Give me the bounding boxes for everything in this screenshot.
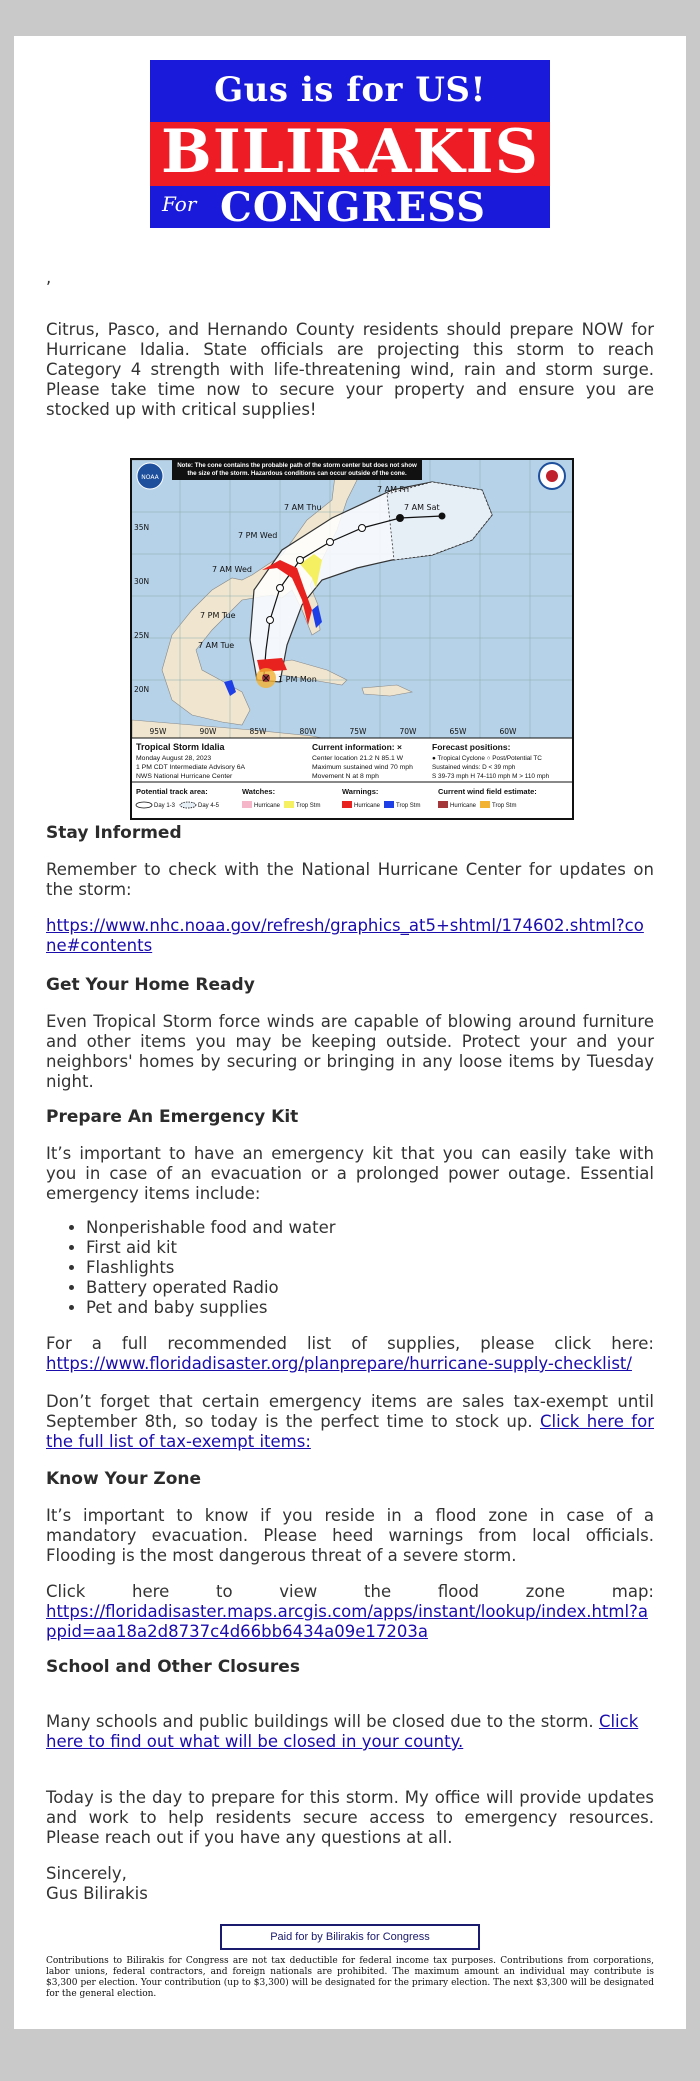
time-label: 7 AM Thu: [284, 503, 322, 512]
closures-heading: School and Other Closures: [46, 1657, 300, 1677]
intro-paragraph: Citrus, Pasco, and Hernando County residents should prepare NOW for Hurricane Idalia. State officials are projecting this storm to reach Category 4 strength with life-threatening wind, rain and storm surge. Please take time now to secure your property and ensure you are stocked up with critical supplies!: [46, 320, 654, 419]
wind-field-heading: Current wind field estimate:: [438, 787, 537, 796]
banner-for: For: [162, 192, 197, 216]
watch-hurricane: Hurricane: [254, 803, 281, 809]
banner-office: CONGRESS: [220, 184, 487, 228]
lon-label: 70W: [399, 727, 417, 736]
forecast-legend-1: ● Tropical Cyclone ○ Post/Potential TC: [432, 755, 542, 762]
home-ready-heading: Get Your Home Ready: [46, 975, 255, 995]
storm-date: Monday August 28, 2023: [136, 755, 212, 762]
nws-logo-center: [546, 470, 558, 482]
swatch-wind-trop: [480, 801, 490, 808]
swatch-day13: [136, 802, 152, 808]
current-position-marker: ×: [260, 671, 272, 685]
salutation: ,: [46, 268, 52, 287]
swatch-hurricane-warning: [342, 801, 352, 808]
closures-paragraph: [46, 1712, 654, 1752]
warn-hurricane: Hurricane: [354, 803, 381, 809]
tax-exempt-text: Don’t forget that certain emergency items are sales tax-exempt until September 8th, so today is the perfect time to stock up.: [46, 1392, 654, 1431]
track-day45: Day 4-5: [198, 803, 220, 809]
flood-zone-map-link[interactable]: https://floridadisaster.maps.arcgis.com/apps/instant/lookup/index.html?appid=aa18a2d8737c4d66bb6434a09e17203a: [46, 1602, 648, 1641]
time-label: 7 AM Tue: [198, 641, 235, 650]
supply-list-paragraph: [46, 1334, 654, 1374]
zone-text: It’s important to know if you reside in a flood zone in case of a mandatory evacuation. Please heed warnings from local officials. Flooding is the most dangerous threat of a severe storm.: [46, 1506, 654, 1565]
lat-label: 25N: [134, 631, 150, 640]
forecast-position-sat: [439, 513, 446, 520]
stay-informed-heading: Stay Informed: [46, 823, 182, 843]
swatch-wind-hurricane: [438, 801, 448, 808]
forecast-heading: Forecast positions:: [432, 742, 511, 752]
emergency-kit-text: It’s important to have an emergency kit that you can easily take with you in case of an evacuation or a prolonged power outage. Essential emergency items include:: [46, 1144, 654, 1203]
max-wind: Maximum sustained wind 70 mph: [312, 764, 413, 771]
lat-label: 20N: [134, 685, 150, 694]
email-card: [14, 36, 686, 2029]
lon-label: 65W: [449, 727, 467, 736]
hurricane-cone-map: [130, 458, 574, 820]
list-item: • Battery operated Radio: [86, 1278, 654, 1298]
time-label: 1 PM Mon: [278, 675, 317, 684]
emergency-kit-heading: Prepare An Emergency Kit: [46, 1107, 299, 1127]
swatch-trop-watch: [284, 801, 294, 808]
list-item: • Nonperishable food and water: [86, 1218, 654, 1238]
lon-label: 80W: [299, 727, 317, 736]
forecast-legend-3: S 39-73 mph H 74-110 mph M > 110 mph: [432, 773, 550, 780]
flood-map-paragraph: [46, 1582, 654, 1642]
tax-exempt-paragraph: [46, 1392, 654, 1452]
time-label: 7 AM Wed: [212, 565, 252, 574]
swatch-hurricane-watch: [242, 801, 252, 808]
zone-heading: Know Your Zone: [46, 1469, 202, 1489]
track-area-heading: Potential track area:: [136, 787, 208, 796]
signature: Gus Bilirakis: [46, 1884, 148, 1903]
wind-trop: Trop Stm: [492, 803, 517, 809]
forecast-legend-2: Sustained winds: D < 39 mph: [432, 764, 516, 771]
nhc-link-paragraph: [46, 916, 654, 956]
storm-source: NWS National Hurricane Center: [136, 773, 233, 780]
list-item: • Pet and baby supplies: [86, 1298, 654, 1318]
warnings-heading: Warnings:: [342, 787, 379, 796]
time-label: 7 AM Sat: [404, 503, 440, 512]
storm-name: Tropical Storm Idalia: [136, 742, 225, 752]
watch-trop: Trop Stm: [296, 803, 321, 809]
time-label: 7 PM Tue: [200, 611, 236, 620]
lon-label: 75W: [349, 727, 367, 736]
supply-list-text: For a full recommended list of supplies, please click here:: [46, 1334, 654, 1353]
closing-paragraph: Today is the day to prepare for this storm. My office will provide updates and work to help residents secure access to emergency resources. Please reach out if you have any questions at all.: [46, 1788, 654, 1847]
map-note: Note: The cone contains the probable path of the storm center but does not show the size of the storm. Hazardous conditions can occur outside of the cone.: [177, 462, 417, 477]
nhc-link[interactable]: https://www.nhc.noaa.gov/refresh/graphics_at5+shtml/174602.shtml?cone#contents: [46, 916, 644, 955]
stay-informed-text: Remember to check with the National Hurricane Center for updates on the storm:: [46, 860, 654, 899]
flood-map-text: Click here to view the flood zone map:: [46, 1582, 654, 1601]
lon-label: 60W: [499, 727, 517, 736]
lat-label: 30N: [134, 577, 150, 586]
track-day13: Day 1-3: [154, 803, 176, 809]
wind-hurricane: Hurricane: [450, 803, 477, 809]
closures-text: Many schools and public buildings will be closed due to the storm.: [46, 1712, 594, 1731]
list-item: • First aid kit: [86, 1238, 654, 1258]
home-ready-text: Even Tropical Storm force winds are capable of blowing around furniture and other items you may be keeping outside. Protect your and your neighbors' homes by securing or bringing in any loose items by Tuesday night.: [46, 1012, 654, 1091]
forecast-position-fri: [397, 515, 404, 522]
lon-label: 85W: [249, 727, 267, 736]
swatch-day45: [180, 802, 196, 808]
lon-label: 90W: [199, 727, 217, 736]
storm-advisory: 1 PM CDT Intermediate Advisory 6A: [136, 764, 246, 771]
banner-name: BILIRAKIS: [161, 117, 539, 187]
supply-checklist-link[interactable]: https://www.floridadisaster.org/planprepare/hurricane-supply-checklist/: [46, 1354, 632, 1373]
time-label: 7 AM Fri: [377, 485, 410, 494]
tax-exempt-link[interactable]: Click here for the full list of tax-exempt items:: [46, 1412, 654, 1451]
movement: Movement N at 8 mph: [312, 773, 379, 780]
disclaimer: Contributions to Bilirakis for Congress are not tax deductible for federal income tax purposes. Contributions from corporations, labor unions, federal contractors, and foreign nationals are prohibited. The maximum amount an individual may contribute is $3,300 per election. Your contribution (up to $3,300) will be designated for the primary election. The next $3,300 will be designated for the general election.: [46, 1956, 654, 1999]
emergency-items-list: [46, 1218, 654, 1318]
time-label: 7 PM Wed: [238, 531, 278, 540]
swatch-trop-warning: [384, 801, 394, 808]
watches-heading: Watches:: [242, 787, 276, 796]
campaign-banner: [150, 60, 550, 228]
closures-link[interactable]: Click here to find out what will be closed in your county.: [46, 1712, 639, 1751]
current-info-heading: Current information: ×: [312, 742, 402, 752]
list-item: • Flashlights: [86, 1258, 654, 1278]
sign-off: Sincerely,: [46, 1864, 127, 1883]
lon-label: 95W: [149, 727, 167, 736]
paid-for-box: Paid for by Bilirakis for Congress: [220, 1924, 480, 1950]
warn-trop: Trop Stm: [396, 803, 421, 809]
banner-tagline: Gus is for US!: [214, 70, 486, 110]
lat-label: 35N: [134, 523, 150, 532]
cone-map-graphic: [132, 460, 572, 818]
center-location: Center location 21.2 N 85.1 W: [312, 755, 404, 762]
noaa-logo-text: NOAA: [141, 474, 159, 481]
